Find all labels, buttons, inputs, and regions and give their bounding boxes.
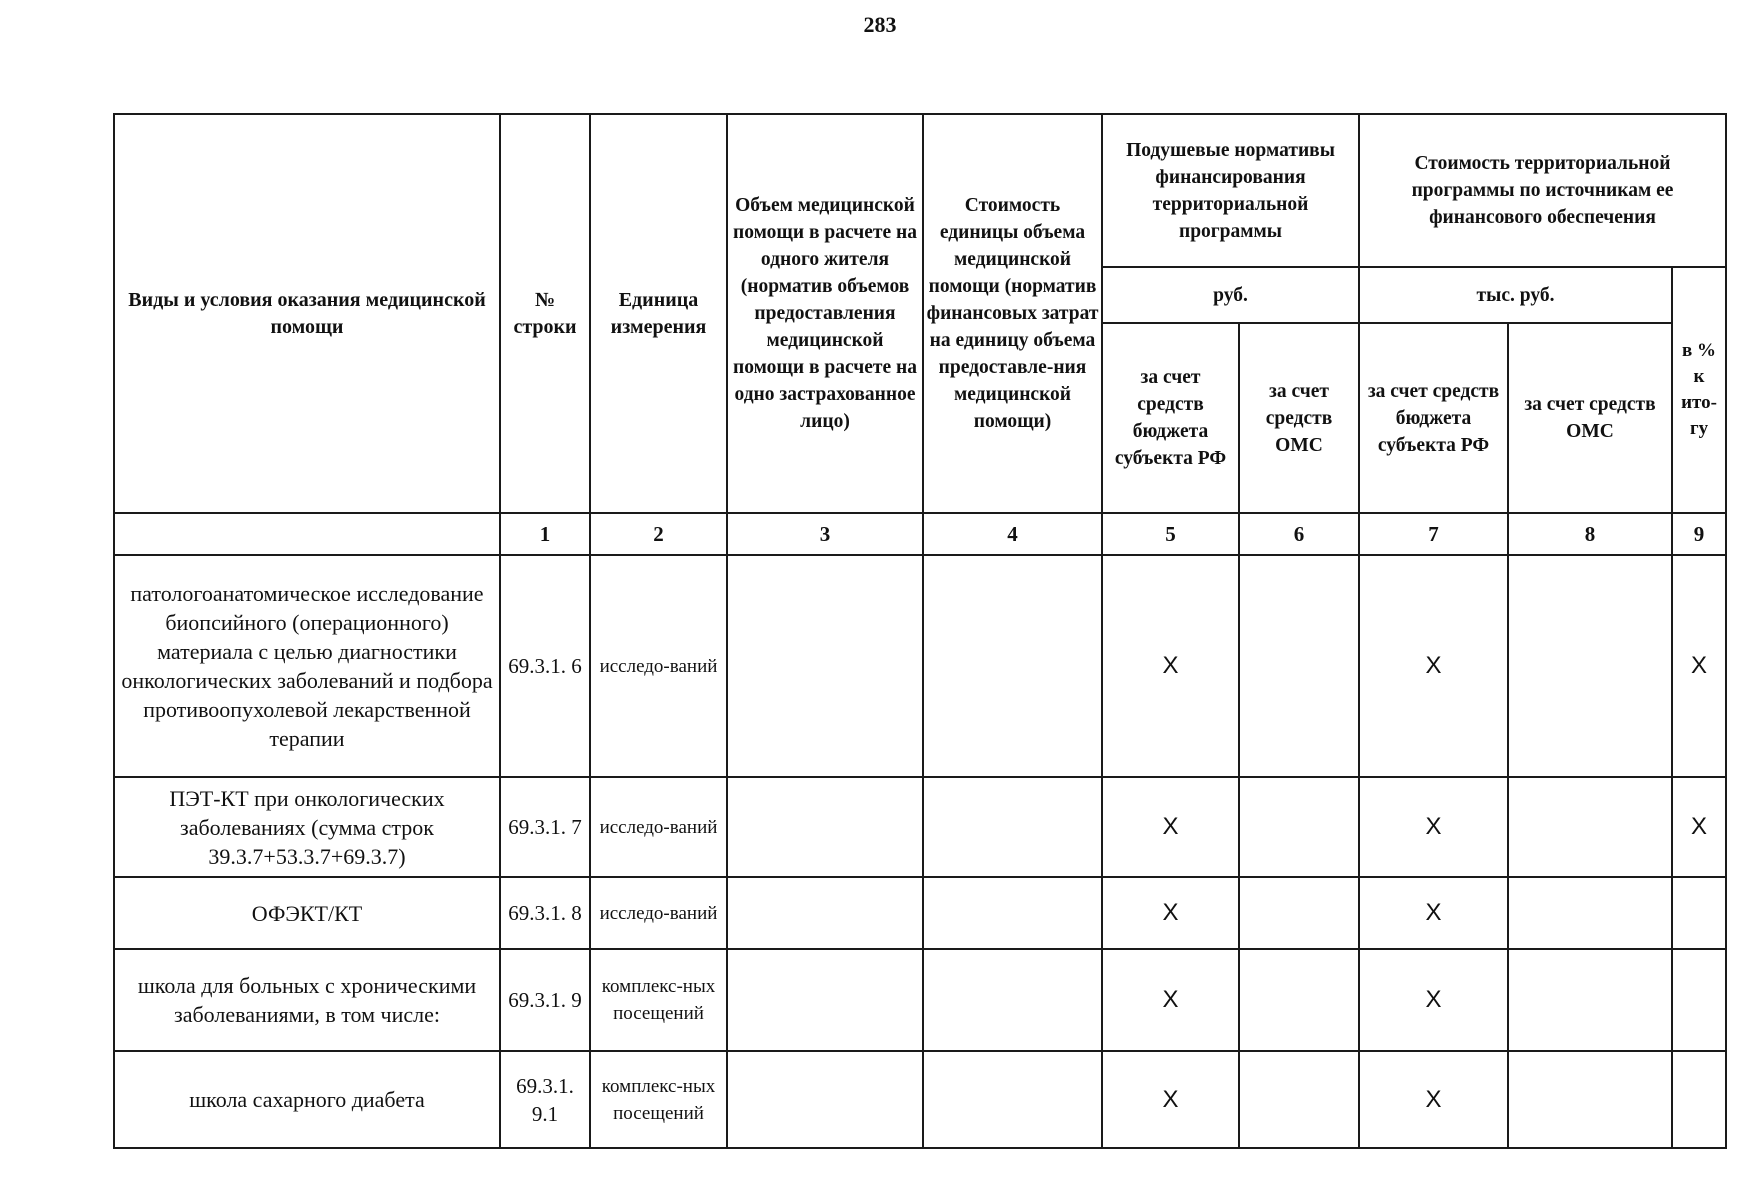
row-cost-budget: X [1359, 1051, 1508, 1148]
row-cost-budget: X [1359, 555, 1508, 777]
header-cost-total-group: Стоимость территориальной программы по источникам ее финансового обеспечения [1359, 114, 1726, 267]
row-volume [727, 555, 923, 777]
row-per-capita-budget: X [1102, 1051, 1239, 1148]
row-per-capita-budget: X [1102, 777, 1239, 877]
row-number: 69.3.1. 6 [500, 555, 590, 777]
row-unit-cost [923, 1051, 1102, 1148]
column-number: 5 [1102, 513, 1239, 555]
row-unit: исследо-ваний [590, 777, 727, 877]
row-cost-budget: X [1359, 777, 1508, 877]
row-unit-cost [923, 949, 1102, 1051]
row-cost-budget: X [1359, 949, 1508, 1051]
column-number: 6 [1239, 513, 1359, 555]
column-number: 7 [1359, 513, 1508, 555]
row-name: патологоанатомическое исследование биопсийного (операционного) материала с целью диагностики онкологических заболеваний и подбора противоопухолевой лекарственной терапии [114, 555, 500, 777]
column-number: 8 [1508, 513, 1672, 555]
row-per-capita-oms [1239, 877, 1359, 949]
row-cost-oms [1508, 555, 1672, 777]
row-name: школа для больных с хроническими заболеваниями, в том числе: [114, 949, 500, 1051]
row-cost-oms [1508, 777, 1672, 877]
row-number: 69.3.1. 9 [500, 949, 590, 1051]
row-percent [1672, 1051, 1726, 1148]
table-row [114, 1051, 1726, 1148]
header-unit-thousand-rub: тыс. руб. [1359, 267, 1672, 323]
column-number-blank [114, 513, 500, 555]
column-number: 4 [923, 513, 1102, 555]
column-number: 2 [590, 513, 727, 555]
page-number: 283 [863, 12, 897, 37]
header-per-capita-group: Подушевые нормативы финансирования территориальной программы [1102, 114, 1359, 267]
row-percent: X [1672, 555, 1726, 777]
row-per-capita-oms [1239, 1051, 1359, 1148]
row-volume [727, 1051, 923, 1148]
financing-table [113, 113, 1727, 1149]
header-per-capita-budget: за счет средств бюджета субъекта РФ [1102, 323, 1239, 513]
row-percent [1672, 877, 1726, 949]
header-types-of-care: Виды и условия оказания медицинской помощи [114, 114, 500, 513]
header-unit-rub: руб. [1102, 267, 1359, 323]
row-unit-cost [923, 777, 1102, 877]
row-per-capita-budget: X [1102, 877, 1239, 949]
header-unit: Единица измерения [590, 114, 727, 513]
row-per-capita-budget: X [1102, 555, 1239, 777]
column-number: 3 [727, 513, 923, 555]
row-name: ОФЭКТ/КТ [114, 877, 500, 949]
row-number: 69.3.1. 8 [500, 877, 590, 949]
header-volume: Объем медицинской помощи в расчете на одного жителя (норматив объемов предоставления медицинской помощи в расчете на одно застрахованное лицо) [727, 114, 923, 513]
header-row-number: № строки [500, 114, 590, 513]
row-unit: комплекс-ных посещений [590, 949, 727, 1051]
row-cost-oms [1508, 949, 1672, 1051]
row-volume [727, 777, 923, 877]
table-row [114, 877, 1726, 949]
table-row [114, 555, 1726, 777]
row-number: 69.3.1. 9.1 [500, 1051, 590, 1148]
header-unit-cost: Стоимость единицы объема медицинской помощи (норматив финансовых затрат на единицу объема предоставле-ния медицинской помощи) [923, 114, 1102, 513]
row-unit-cost [923, 555, 1102, 777]
row-percent [1672, 949, 1726, 1051]
row-per-capita-oms [1239, 777, 1359, 877]
row-cost-oms [1508, 877, 1672, 949]
header-per-capita-oms: за счет средств ОМС [1239, 323, 1359, 513]
row-unit: исследо-ваний [590, 555, 727, 777]
column-number: 9 [1672, 513, 1726, 555]
row-name: школа сахарного диабета [114, 1051, 500, 1148]
row-name: ПЭТ-КТ при онкологических заболеваниях (сумма строк 39.3.7+53.3.7+69.3.7) [114, 777, 500, 877]
row-unit-cost [923, 877, 1102, 949]
row-unit: комплекс-ных посещений [590, 1051, 727, 1148]
header-percent-total: в % к ито-гу [1672, 267, 1726, 513]
row-percent: X [1672, 777, 1726, 877]
table-row [114, 949, 1726, 1051]
row-volume [727, 949, 923, 1051]
row-cost-budget: X [1359, 877, 1508, 949]
row-per-capita-oms [1239, 949, 1359, 1051]
row-volume [727, 877, 923, 949]
row-per-capita-oms [1239, 555, 1359, 777]
row-unit: исследо-ваний [590, 877, 727, 949]
header-cost-oms: за счет средств ОМС [1508, 323, 1672, 513]
column-number: 1 [500, 513, 590, 555]
row-number: 69.3.1. 7 [500, 777, 590, 877]
header-cost-budget: за счет средств бюджета субъекта РФ [1359, 323, 1508, 513]
row-cost-oms [1508, 1051, 1672, 1148]
table-row [114, 777, 1726, 877]
row-per-capita-budget: X [1102, 949, 1239, 1051]
